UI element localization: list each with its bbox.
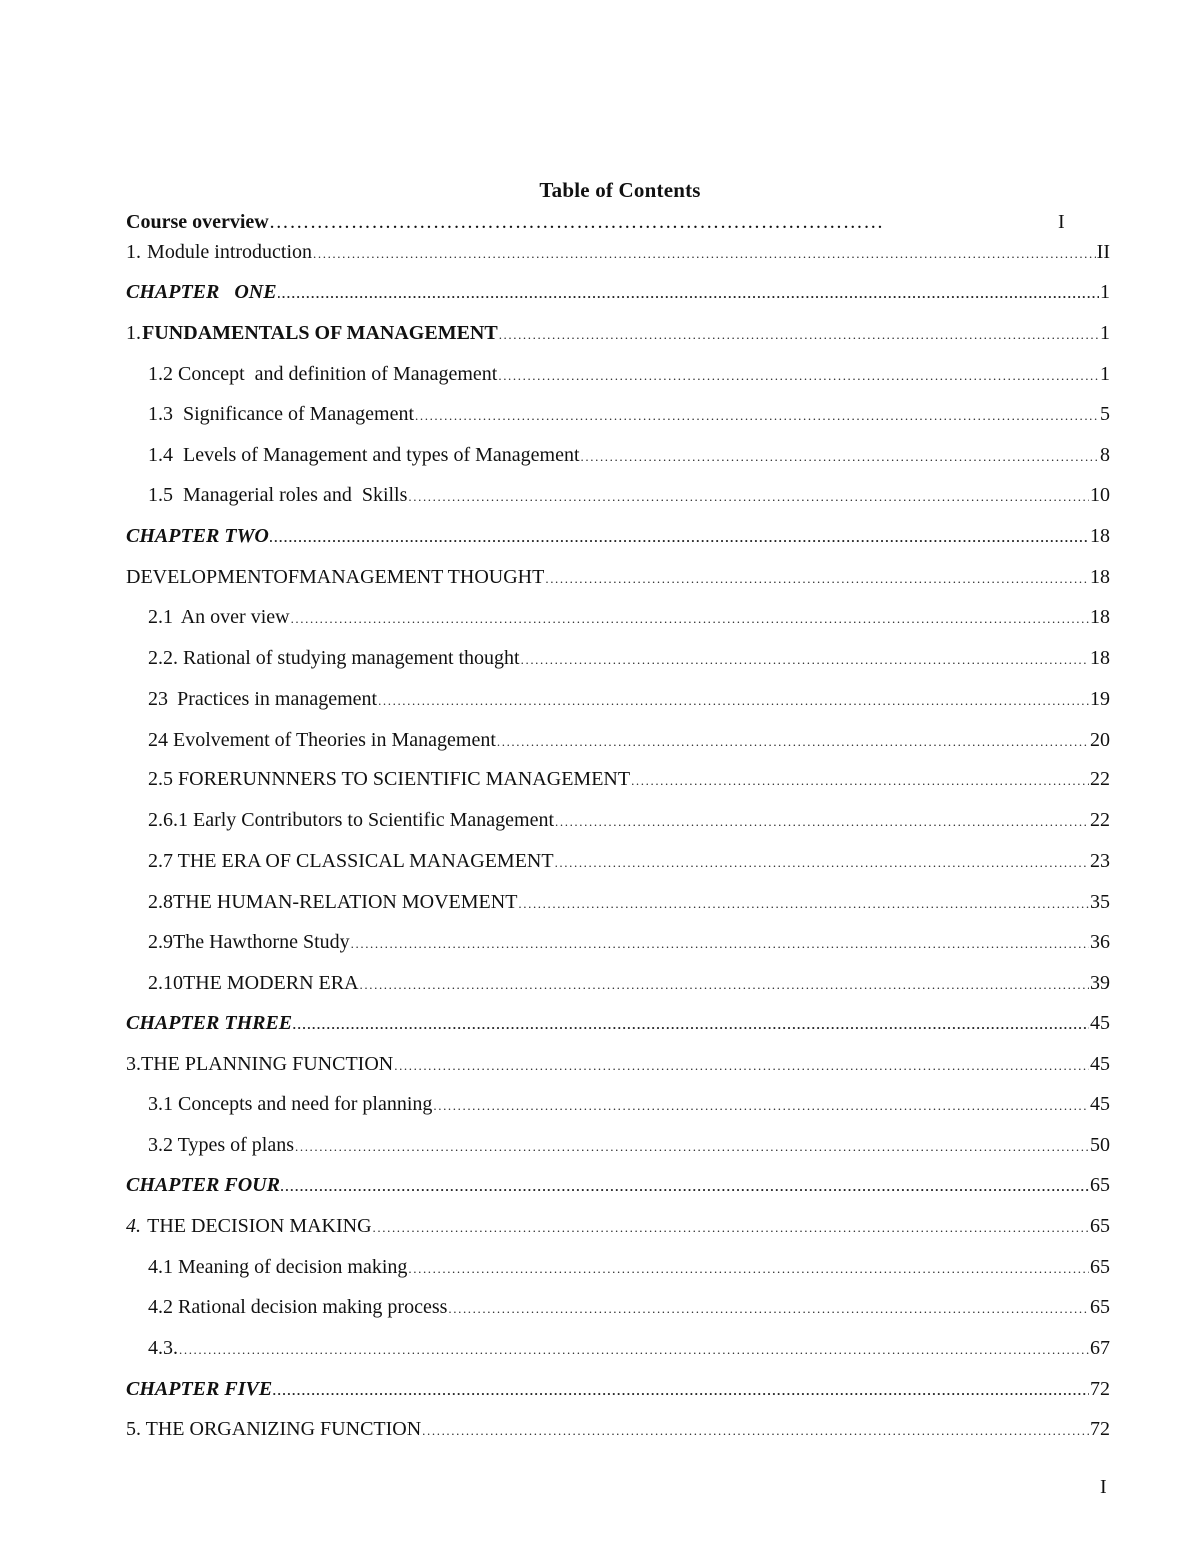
toc-page-number: 18	[1090, 525, 1110, 547]
toc-entry-title: 2.5 FORERUNNNERS TO SCIENTIFIC MANAGEMENT	[148, 768, 631, 790]
toc-entry-title: 1.4 Levels of Management and types of Management	[148, 444, 580, 466]
toc-leader-dots	[293, 1012, 1089, 1038]
toc-page-number: 19	[1090, 688, 1110, 710]
toc-entry-1-2[interactable]	[148, 361, 1110, 387]
toc-entry-title: Course overview	[126, 211, 269, 233]
page-title: Table of Contents	[539, 178, 701, 202]
toc-leader-dots	[581, 444, 1099, 470]
toc-entry-number: 2.1	[148, 606, 173, 628]
toc-entry-3-2[interactable]	[148, 1132, 1110, 1158]
toc-leader-dots	[499, 322, 1099, 348]
toc-chapter-four[interactable]	[126, 1172, 1110, 1198]
toc-page-number: 8	[1100, 444, 1110, 466]
toc-entry-development-of-management-thought[interactable]	[126, 564, 1110, 590]
toc-entry-number: 5.	[126, 1418, 141, 1440]
toc-entry-title: CHAPTER FIVE	[126, 1378, 273, 1400]
toc-entry-title: CHAPTER FOUR	[126, 1174, 280, 1196]
toc-entry-1-5[interactable]	[148, 482, 1110, 508]
toc-page-number: 18	[1090, 647, 1110, 669]
toc-leader-dots	[555, 850, 1089, 876]
toc-page-number: 36	[1090, 931, 1110, 953]
toc-leader-dots	[278, 281, 1099, 307]
toc-chapter-three[interactable]	[126, 1010, 1110, 1036]
toc-entry-1-3[interactable]	[148, 401, 1110, 427]
toc-entry-2-2[interactable]	[148, 645, 1110, 671]
toc-entry-title: An over view	[180, 606, 290, 628]
toc-leader-dots	[545, 566, 1089, 592]
toc-entry-4-3[interactable]	[148, 1335, 1110, 1361]
toc-entry-module-introduction[interactable]	[126, 239, 1110, 265]
toc-entry-organizing-function[interactable]	[126, 1416, 1110, 1442]
toc-entry-title: 3.THE PLANNING FUNCTION	[126, 1053, 394, 1075]
toc-page-number: 65	[1090, 1256, 1110, 1278]
toc-entry-2-7[interactable]	[148, 848, 1110, 874]
toc-leader-dots	[448, 1296, 1089, 1322]
toc-entry-title: 2.8THE HUMAN-RELATION MOVEMENT	[148, 891, 518, 913]
toc-leader-dots	[270, 525, 1089, 551]
toc-leader-dots	[291, 606, 1089, 632]
toc-page-number: II	[1096, 241, 1110, 263]
toc-entry-title: 1.3 Significance of Management	[148, 403, 415, 425]
toc-chapter-five[interactable]	[126, 1376, 1110, 1402]
toc-leader-dots	[408, 1256, 1089, 1282]
toc-page-number: 22	[1090, 809, 1110, 831]
toc-entry-2-3[interactable]	[148, 686, 1110, 712]
toc-page-number: 65	[1090, 1215, 1110, 1237]
toc-page-number: 22	[1090, 768, 1110, 790]
toc-page-number: 65	[1090, 1296, 1110, 1318]
toc-leader-dots	[351, 931, 1089, 957]
toc-leader-dots	[433, 1093, 1089, 1119]
toc-entry-decision-making[interactable]	[126, 1213, 1110, 1239]
toc-entry-title: THE ORGANIZING FUNCTION	[145, 1418, 422, 1440]
toc-chapter-one[interactable]	[126, 279, 1110, 305]
toc-leader-dots	[378, 688, 1089, 714]
toc-entry-title: 3.2 Types of plans	[148, 1134, 294, 1156]
toc-entry-fundamentals[interactable]	[126, 320, 1110, 346]
toc-leader-dots: ………………………………………………………………………………	[268, 211, 884, 233]
toc-page-number: 1	[1100, 281, 1110, 303]
toc-chapter-two[interactable]	[126, 523, 1110, 549]
toc-page-number: 18	[1090, 566, 1110, 588]
toc-leader-dots	[394, 1053, 1089, 1079]
toc-entry-title: 4.3.	[148, 1337, 178, 1359]
toc-page-number: 5	[1100, 403, 1110, 425]
toc-entry-title: CHAPTER ONE	[126, 281, 277, 303]
toc-entry-title: 2.9The Hawthorne Study	[148, 931, 350, 953]
toc-leader-dots	[281, 1174, 1089, 1200]
toc-leader-dots	[273, 1378, 1089, 1404]
toc-entry-title: 1.2 Concept and definition of Management	[148, 363, 498, 385]
toc-page-number: 35	[1090, 891, 1110, 913]
toc-entry-title: CHAPTER THREE	[126, 1012, 293, 1034]
toc-leader-dots	[373, 1215, 1089, 1241]
toc-leader-dots	[360, 972, 1089, 998]
toc-page-number: 45	[1090, 1053, 1110, 1075]
toc-leader-dots	[631, 768, 1089, 794]
toc-entry-title: Module introduction	[147, 241, 313, 263]
toc-entry-title: DEVELOPMENTOFMANAGEMENT THOUGHT	[126, 566, 545, 588]
toc-page-number: 67	[1090, 1337, 1110, 1359]
toc-leader-dots	[295, 1134, 1089, 1160]
toc-page-number: 10	[1090, 484, 1110, 506]
toc-page-number: 72	[1090, 1418, 1110, 1440]
toc-page-number: 45	[1090, 1012, 1110, 1034]
toc-page-number: 72	[1090, 1378, 1110, 1400]
toc-page-number: 65	[1090, 1174, 1110, 1196]
toc-page-number: 45	[1090, 1093, 1110, 1115]
toc-page-number: 39	[1090, 972, 1110, 994]
toc-entry-title: THE DECISION MAKING	[147, 1215, 372, 1237]
toc-entry-4-2[interactable]	[148, 1294, 1110, 1320]
toc-entry-number: 23	[148, 688, 168, 710]
toc-entry-2-1[interactable]	[148, 604, 1110, 630]
toc-entry-2-5[interactable]	[148, 766, 1110, 792]
toc-leader-dots	[497, 729, 1089, 755]
toc-entry-2-9[interactable]	[148, 929, 1110, 955]
toc-entry-title: 2.6.1 Early Contributors to Scientific Management	[148, 809, 555, 831]
toc-page-number: 1	[1100, 363, 1110, 385]
toc-entry-title: 24 Evolvement of Theories in Management	[148, 729, 496, 751]
toc-entry-number: 1.	[126, 241, 141, 263]
toc-page-number: 23	[1090, 850, 1110, 872]
toc-entry-title: 4.1 Meaning of decision making	[148, 1256, 408, 1278]
toc-entry-3-1[interactable]	[148, 1091, 1110, 1117]
toc-leader-dots	[422, 1418, 1089, 1444]
toc-leader-dots	[555, 809, 1089, 835]
toc-entry-title: 4.2 Rational decision making process	[148, 1296, 448, 1318]
toc-entry-2-4[interactable]	[148, 727, 1110, 753]
toc-page-number: 20	[1090, 729, 1110, 751]
toc-leader-dots	[518, 891, 1089, 917]
toc-entry-title: 2.2. Rational of studying management thought	[148, 647, 520, 669]
toc-entry-title: 1.5 Managerial roles and Skills	[148, 484, 408, 506]
toc-entry-title: 2.7 THE ERA OF CLASSICAL MANAGEMENT	[148, 850, 554, 872]
toc-entry-number: 1.	[126, 322, 141, 344]
toc-page-number: I	[1058, 211, 1065, 233]
toc-entry-title: Practices in management	[177, 688, 378, 710]
toc-leader-dots	[408, 484, 1089, 510]
toc-entry-number: 4.	[126, 1215, 141, 1237]
toc-entry-1-4[interactable]	[148, 442, 1110, 468]
toc-entry-planning-function[interactable]	[126, 1051, 1110, 1077]
toc-entry-number: 2.10	[148, 972, 183, 994]
toc-page-number: 1	[1100, 322, 1110, 344]
toc-leader-dots	[313, 241, 1096, 267]
toc-entry-2-8[interactable]	[148, 889, 1110, 915]
toc-entry-4-1[interactable]	[148, 1254, 1110, 1280]
toc-entry-2-10[interactable]	[148, 970, 1110, 996]
toc-leader-dots	[498, 363, 1099, 389]
toc-leader-dots	[521, 647, 1089, 673]
toc-entry-title: FUNDAMENTALS OF MANAGEMENT	[142, 322, 498, 344]
toc-entry-title: CHAPTER TWO	[126, 525, 269, 547]
toc-leader-dots	[179, 1337, 1089, 1363]
toc-page-number: 18	[1090, 606, 1110, 628]
toc-entry-course-overview[interactable]	[126, 211, 1086, 237]
toc-entry-title: 3.1 Concepts and need for planning	[148, 1093, 433, 1115]
toc-page-number: 50	[1090, 1134, 1110, 1156]
toc-entry-title: THE MODERN ERA	[183, 972, 359, 994]
footer-page-number: I	[1100, 1476, 1107, 1498]
toc-entry-2-6-1[interactable]	[148, 807, 1110, 833]
toc-leader-dots	[415, 403, 1099, 429]
